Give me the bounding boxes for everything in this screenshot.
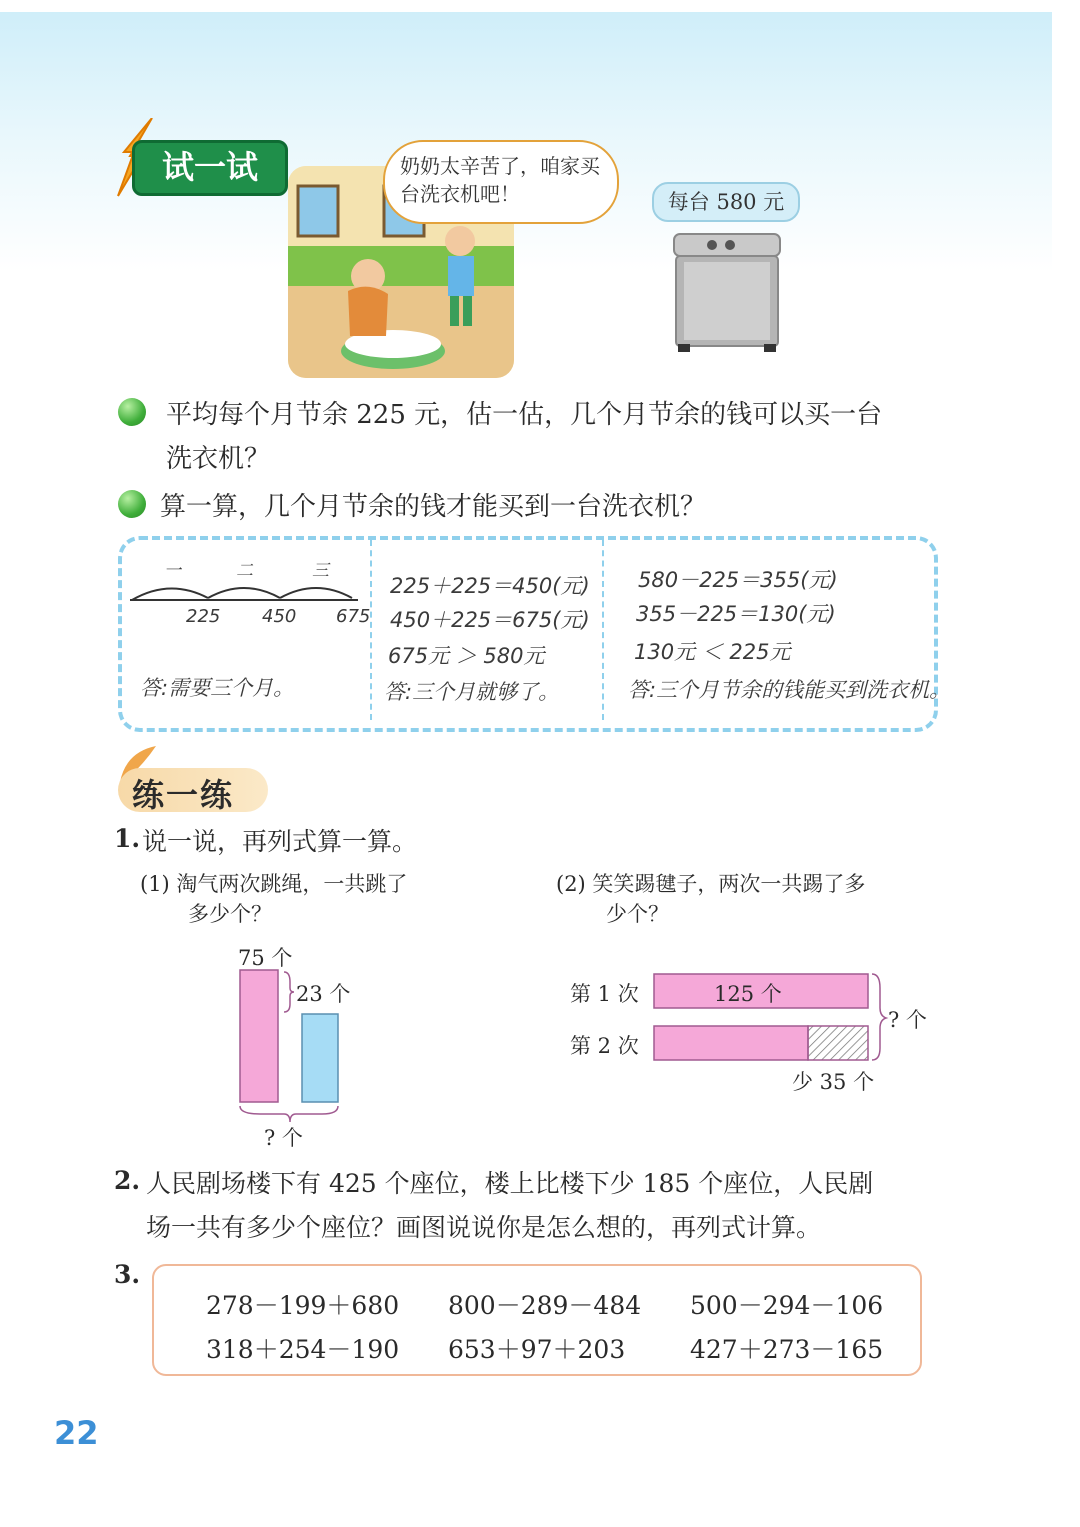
exercise-3-number: 3. <box>114 1260 141 1289</box>
question-1-line1: 平均每个月节余 225 元，估一估，几个月节余的钱可以买一台 <box>166 400 883 430</box>
bullet-dot <box>118 398 146 426</box>
exercise-1b-line1: (2) 笑笑踢毽子，两次一共踢了多 <box>556 872 866 896</box>
tick-label: 450 <box>262 606 297 627</box>
exercise-2-number: 2. <box>114 1166 141 1195</box>
solution-divider <box>602 540 604 720</box>
exercise-2-line2: 场一共有多少个座位？画图说说你是怎么想的，再列式计算。 <box>146 1213 822 1242</box>
row1-label: 第 1 次 <box>570 982 639 1006</box>
calc-line: 225＋225＝450(元) <box>390 574 590 598</box>
answer-col2: 答:三个月就够了。 <box>384 680 560 704</box>
arc-label: 一 <box>164 561 181 581</box>
practice-section-badge: 练一练 <box>132 776 235 814</box>
exercise-1-title: 说一说，再列式算一算。 <box>142 827 418 856</box>
calc-line: 130元 ＜ 225元 <box>634 640 791 664</box>
calc-line: 355－225＝130(元) <box>636 602 836 626</box>
bar1-label: 75 个 <box>238 946 293 970</box>
calc-line: 675元 ＞ 580元 <box>388 644 545 668</box>
price-tag: 每台 580 元 <box>652 182 800 222</box>
expression: 427＋273－165 <box>690 1335 884 1364</box>
tick-label: 675 <box>336 606 371 627</box>
expression: 800－289－484 <box>448 1291 642 1320</box>
expression: 278－199＋680 <box>206 1291 400 1320</box>
exercise-1b-line2: 少个？ <box>606 902 669 926</box>
arc-label: 二 <box>236 561 253 581</box>
solution-divider <box>370 540 372 720</box>
horizontal-total-label: ? 个 <box>888 1008 927 1032</box>
exercise-1a-line1: (1) 淘气两次跳绳，一共跳了 <box>140 872 408 896</box>
washing-machine-icon <box>668 228 786 356</box>
answer-col1: 答:需要三个月。 <box>140 676 295 700</box>
exercise-2-line1: 人民剧场楼下有 425 个座位，楼上比楼下少 185 个座位，人民剧 <box>146 1169 874 1198</box>
exercise-1-number: 1. <box>114 824 141 853</box>
try-section-badge: 试一试 <box>132 140 288 196</box>
row2-label: 第 2 次 <box>570 1034 639 1058</box>
question-1-line2: 洗衣机？ <box>166 444 271 474</box>
expression: 653＋97＋203 <box>448 1335 626 1364</box>
bar-total-label: ? 个 <box>264 1126 303 1150</box>
bar-diff-label: 23 个 <box>296 982 351 1006</box>
speech-text: 奶奶太辛苦了，咱家买台洗衣机吧！ <box>400 154 600 206</box>
question-2: 算一算，几个月节余的钱才能买到一台洗衣机？ <box>160 492 707 522</box>
exercise-1a-line2: 多少个？ <box>188 902 272 926</box>
tick-label: 225 <box>186 606 221 627</box>
calc-line: 580－225＝355(元) <box>638 568 838 592</box>
answer-col3: 答:三个月节余的钱能买到洗衣机。 <box>628 678 951 702</box>
expression: 500－294－106 <box>690 1291 884 1320</box>
less-label: 少 35 个 <box>792 1070 875 1094</box>
calc-line: 450＋225＝675(元) <box>390 608 590 632</box>
page-number: 22 <box>54 1414 99 1452</box>
arc-label: 三 <box>312 561 329 581</box>
bullet-dot <box>118 490 146 518</box>
row1-value: 125 个 <box>714 982 782 1006</box>
expression: 318＋254－190 <box>206 1335 400 1364</box>
